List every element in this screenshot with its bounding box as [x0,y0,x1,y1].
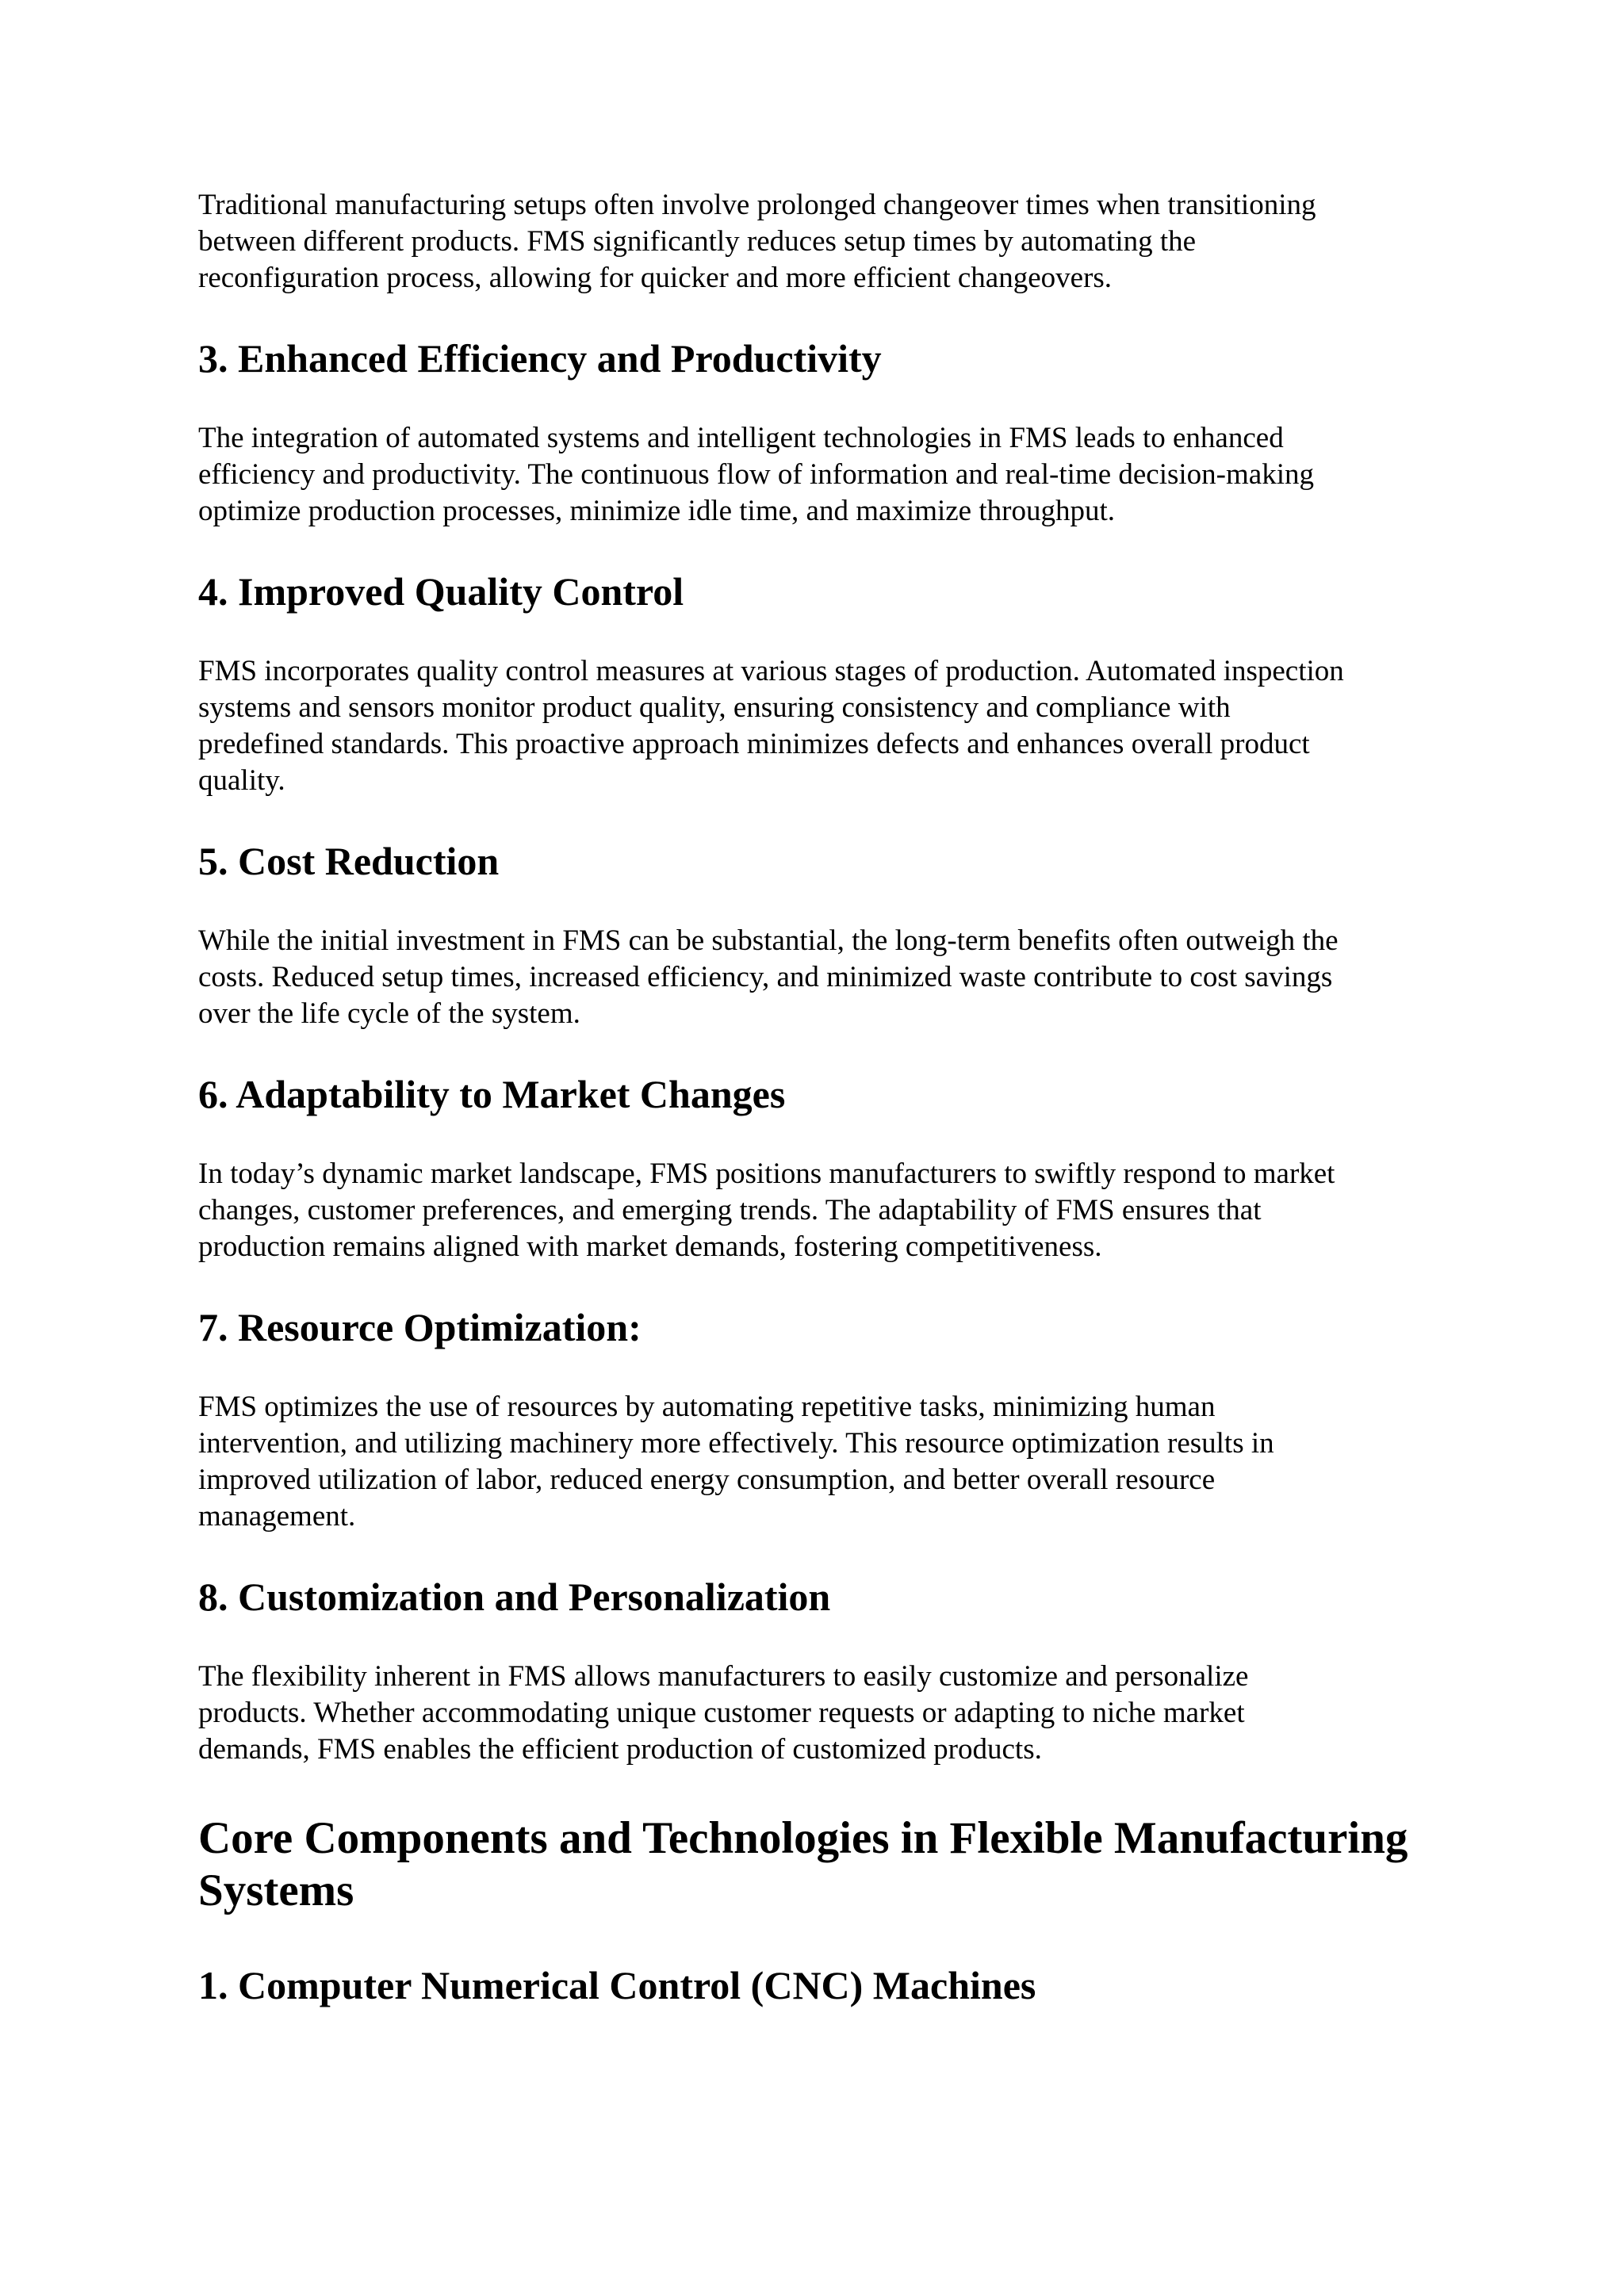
core-components-title: Core Components and Technologies in Flexible Manufacturing Systems [198,1813,1408,1915]
core-subheading-cnc: 1. Computer Numerical Control (CNC) Machines [198,1963,1036,2007]
section-heading-adaptability: 6. Adaptability to Market Changes [198,1072,786,1116]
intro-paragraph: Traditional manufacturing setups often involve prolonged changeover times when transitioning between different products. FMS significantly reduces setup times by automating the reconfiguration process, allowing for quicker and more efficient changeovers. [198,189,1316,294]
section-heading-quality: 4. Improved Quality Control [198,569,684,614]
section-body-adaptability: In today’s dynamic market landscape, FMS positions manufacturers to swiftly respond to market changes, customer preferences, and emerging trends. The adaptability of FMS ensures that production remains aligned with market demands, fostering competitiveness. [198,1158,1335,1263]
document-page [198,187,1451,2009]
section-heading-cost: 5. Cost Reduction [198,839,500,883]
section-heading-customization: 8. Customization and Personalization [198,1575,831,1619]
section-heading-resource: 7. Resource Optimization: [198,1305,642,1349]
section-body-resource: FMS optimizes the use of resources by automating repetitive tasks, minimizing human intervention, and utilizing machinery more effectively. This resource optimization results in improved utilization of labor, reduced energy consumption, and better overall resource management. [198,1391,1274,1533]
section-heading-efficiency: 3. Enhanced Efficiency and Productivity [198,336,882,381]
section-body-quality: FMS incorporates quality control measures at various stages of production. Automated inspection systems and sensors monitor product quality, ensuring consistency and compliance with predefined standards. This proactive approach minimizes defects and enhances overall product quality. [198,655,1344,797]
section-body-cost: While the initial investment in FMS can be substantial, the long-term benefits often outweigh the costs. Reduced setup times, increased efficiency, and minimized waste contribute to cost savings over the life cycle of the system. [198,924,1339,1030]
section-body-customization: The flexibility inherent in FMS allows manufacturers to easily customize and personalize products. Whether accommodating unique customer requests or adapting to niche market demands, FMS enables the efficient production of customized products. [198,1660,1249,1766]
section-body-efficiency: The integration of automated systems and intelligent technologies in FMS leads to enhanced efficiency and productivity. The continuous flow of information and real-time decision-making optimize production processes, minimize idle time, and maximize throughput. [198,422,1314,527]
